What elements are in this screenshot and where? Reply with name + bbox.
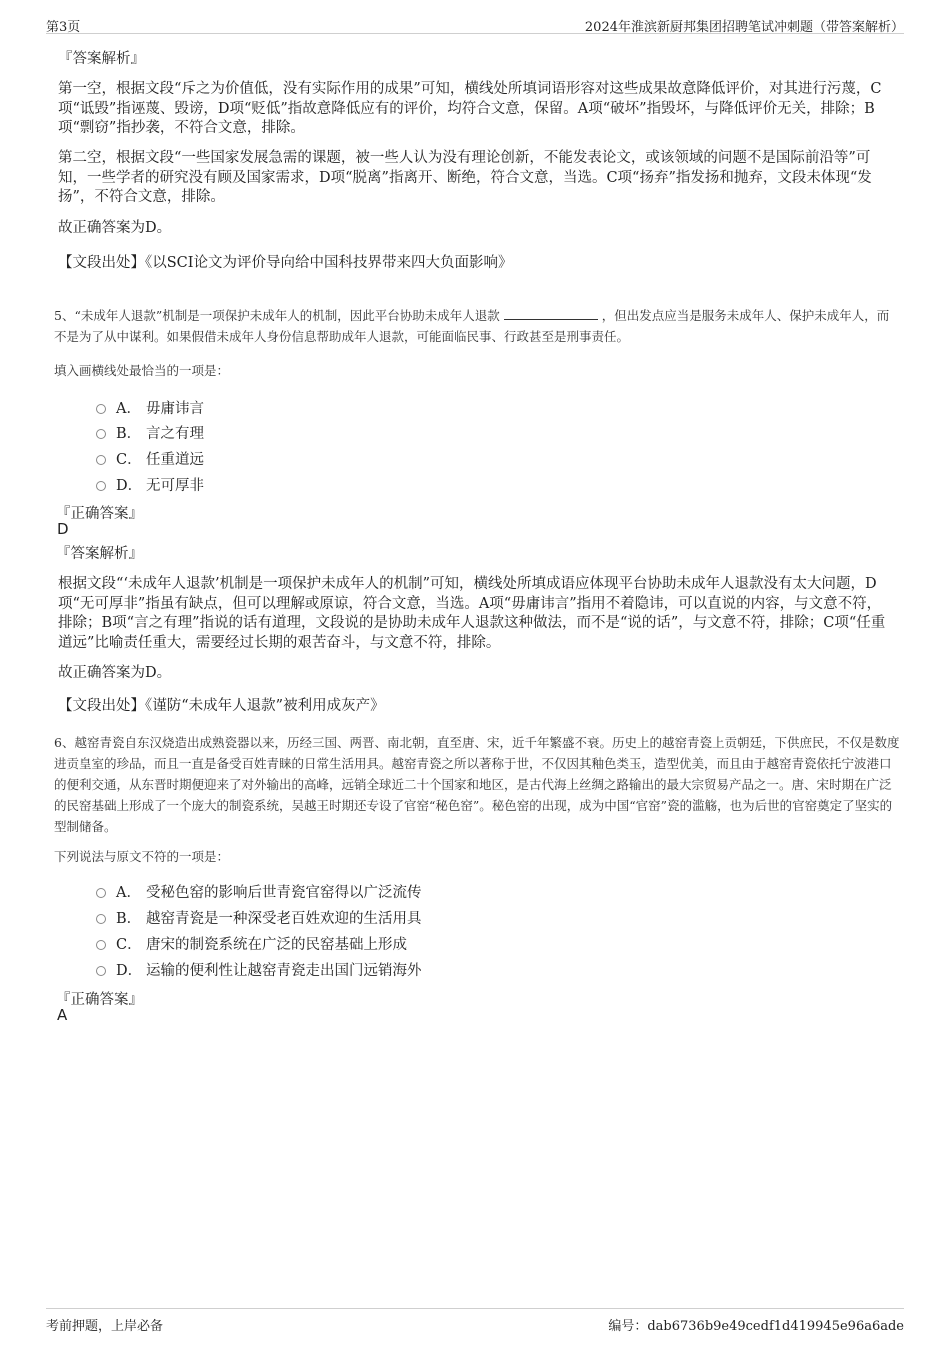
footer-slogan: 考前押题，上岸必备 bbox=[46, 1319, 164, 1334]
option-letter: A． bbox=[116, 884, 141, 901]
option-text: 无可厚非 bbox=[146, 477, 204, 494]
option-a[interactable] bbox=[96, 397, 204, 417]
radio-icon[interactable] bbox=[96, 404, 106, 414]
option-d[interactable] bbox=[96, 474, 204, 494]
analysis-paragraph: 第一空，根据文段“斥之为价值低，没有实际作用的成果”可知，横线处所填词语形容对这些成果故意降低评价，对其进行污蔑，C项“诋毁”指诬蔑、毁谤，D项“贬低”指故意降低应有的评价，均符合文意，保留。A项“破坏”指毁坏，与降低评价无关，排除；B项“剽窃”指抄袭，不符合文意，排除。 bbox=[58, 81, 882, 136]
analysis-paragraph: 根据文段“‘未成年人退款’机制是一项保护未成年人的机制”可知，横线处所填成语应体现平台协助未成年人退款没有太大问题，D项“无可厚非”指虽有缺点，但可以理解或原谅，符合文意，当选。A项“毋庸讳言”指用不着隐讳，可以直说的内容，与文意不符，排除；B项“言之有理”指说的话有道理，文段说的是协助未成年人退款这种做法，而不是“说的话”，与文意不符，排除；C项“任重道远”比喻责任重大，需要经过长期的艰苦奋斗，与文意不符，排除。 bbox=[58, 576, 886, 651]
page-number: 第3页 bbox=[46, 20, 81, 35]
page-header bbox=[46, 14, 904, 34]
correct-answer-label: 『正确答案』 bbox=[56, 506, 143, 522]
question-text-part: ，但出发点应当是服务未成年人、保护未成年人，而不是为了从中谋利。如果假借未成年人身份信息帮助成年人退款，可能面临民事、行政甚至是刑事责任。 bbox=[54, 308, 890, 344]
radio-icon[interactable] bbox=[96, 914, 106, 924]
document-code: 编号：dab6736b9e49cedf1d419945e96a6ade bbox=[608, 1319, 904, 1334]
option-b[interactable] bbox=[96, 422, 204, 442]
option-text: 越窑青瓷是一种深受老百姓欢迎的生活用具 bbox=[146, 910, 422, 927]
option-d[interactable] bbox=[96, 959, 422, 979]
analysis-label: 『答案解析』 bbox=[56, 546, 143, 562]
option-letter: C． bbox=[116, 451, 142, 468]
analysis-paragraph: 第二空，根据文段“一些国家发展急需的课题，被一些人认为没有理论创新，不能发表论文，或该领域的问题不是国际前沿等”可知，一些学者的研究没有顾及国家需求，D项“脱离”指离开、断绝，符合文意，当选。C项“扬弃”指发扬和抛弃，文段未体现“发扬”，不符合文意，排除。 bbox=[58, 150, 872, 205]
correct-answer: A bbox=[57, 1006, 68, 1024]
option-letter: D． bbox=[116, 962, 143, 979]
question-prompt: 下列说法与原文不符的一项是： bbox=[54, 849, 230, 864]
analysis-conclusion: 故正确答案为D。 bbox=[58, 220, 172, 236]
radio-icon[interactable] bbox=[96, 455, 106, 465]
radio-icon[interactable] bbox=[96, 429, 106, 439]
answer-blank bbox=[504, 308, 598, 320]
question-text: 6、越窑青瓷自东汉烧造出成熟瓷器以来，历经三国、两晋、南北朝，直至唐、宋，近千年繁盛不衰。历史上的越窑青瓷上贡朝廷，下供庶民，不仅是数度进贡皇室的珍品，而且一直是备受百姓青睐的日常生活用具。越窑青瓷之所以著称于世，不仅因其釉色类玉，造型优美，而且由于越窑青瓷依托宁波港口的便利交通，从东晋时期便迎来了对外输出的高峰，远销全球近二十个国家和地区，是古代海上丝绸之路输出的最大宗贸易产品之一。唐、宋时期在广泛的民窑基础上形成了一个庞大的制瓷系统，吴越王时期还专设了官窑“秘色窑”。秘色窑的出现，成为中国“官窑”瓷的滥觞，也为后世的官窑奠定了坚实的型制储备。 bbox=[54, 735, 900, 834]
document-title: 2024年淮滨新厨邦集团招聘笔试冲刺题（带答案解析） bbox=[584, 20, 904, 35]
option-text: 唐宋的制瓷系统在广泛的民窑基础上形成 bbox=[146, 936, 407, 953]
page-footer bbox=[46, 1308, 904, 1336]
option-letter: C． bbox=[116, 936, 142, 953]
radio-icon[interactable] bbox=[96, 966, 106, 976]
option-letter: D． bbox=[116, 477, 143, 494]
radio-icon[interactable] bbox=[96, 481, 106, 491]
option-text: 毋庸讳言 bbox=[146, 400, 204, 417]
analysis-label: 『答案解析』 bbox=[58, 51, 145, 67]
option-text: 言之有理 bbox=[146, 425, 204, 442]
correct-answer-label: 『正确答案』 bbox=[56, 992, 143, 1008]
option-letter: A． bbox=[116, 400, 141, 417]
option-c[interactable] bbox=[96, 933, 407, 953]
question-text-part: 5、“未成年人退款”机制是一项保护未成年人的机制，因此平台协助未成年人退款 bbox=[54, 308, 500, 323]
question-text bbox=[54, 305, 900, 347]
correct-answer: D bbox=[57, 520, 69, 538]
radio-icon[interactable] bbox=[96, 940, 106, 950]
question-prompt: 填入画横线处最恰当的一项是： bbox=[54, 363, 230, 378]
option-letter: B． bbox=[116, 425, 142, 442]
option-a[interactable] bbox=[96, 881, 422, 901]
analysis-conclusion: 故正确答案为D。 bbox=[58, 665, 172, 681]
option-text: 任重道远 bbox=[146, 451, 204, 468]
option-letter: B． bbox=[116, 910, 142, 927]
option-text: 运输的便利性让越窑青瓷走出国门远销海外 bbox=[146, 962, 422, 979]
radio-icon[interactable] bbox=[96, 888, 106, 898]
option-text: 受秘色窑的影响后世青瓷官窑得以广泛流传 bbox=[146, 884, 422, 901]
source-citation: 【文段出处】《以SCI论文为评价导向给中国科技界带来四大负面影响》 bbox=[58, 255, 513, 271]
option-c[interactable] bbox=[96, 448, 204, 468]
option-b[interactable] bbox=[96, 907, 422, 927]
source-citation: 【文段出处】《谨防“未成年人退款”被利用成灰产》 bbox=[58, 698, 385, 714]
